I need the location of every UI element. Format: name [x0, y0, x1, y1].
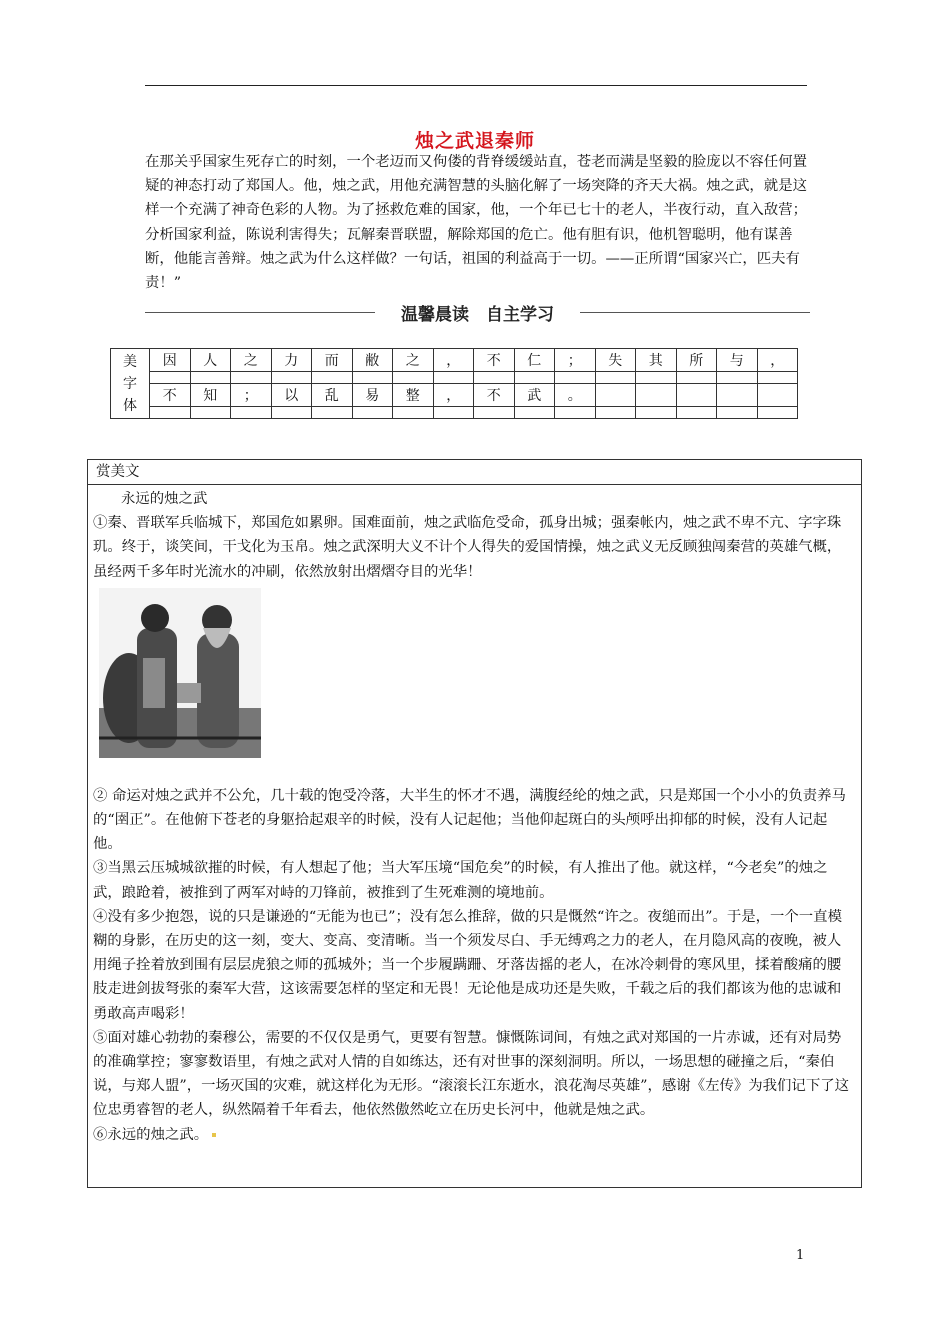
intro-passage: [145, 150, 810, 295]
practice-cell: 之: [393, 349, 434, 372]
practice-cell: 其: [636, 349, 677, 372]
paragraph-1: ①秦、晋联军兵临城下，郑国危如累卵。国难面前，烛之武临危受命，孤身出城；强秦帐内，烛之武不卑不亢、字字珠玑。终于，谈笑间，干戈化为玉帛。烛之武深明大义不计个人得失的爱国情操，烛之武义无反顾独闯秦营的英雄气概，虽经两千多年时光流水的冲刷，依然放射出熠熠夺目的光华！: [93, 515, 842, 580]
practice-cell: ；: [231, 384, 272, 407]
section-banner-label: 温馨晨读 自主学习: [401, 305, 554, 325]
appreciation-body: [88, 485, 861, 1147]
illustration-image: [99, 588, 261, 758]
appreciation-header: 赏美文: [88, 460, 861, 485]
practice-cell: 所: [676, 349, 717, 372]
practice-cell: 不: [474, 384, 515, 407]
practice-blank-cell: [150, 372, 191, 384]
practice-cell: 乱: [312, 384, 353, 407]
practice-label: 美 字 体: [111, 349, 150, 419]
practice-cell: 武: [514, 384, 555, 407]
highlight-mark: [212, 1133, 216, 1137]
appreciation-subtitle: 永远的烛之武: [121, 491, 208, 507]
practice-cell: ，: [757, 349, 798, 372]
calligraphy-practice-table: [110, 348, 798, 419]
practice-cell: 不: [150, 384, 191, 407]
practice-cell: 整: [393, 384, 434, 407]
practice-cell: 与: [717, 349, 758, 372]
practice-cell: 仁: [514, 349, 555, 372]
practice-cell: [676, 384, 717, 407]
paragraph-4: ④没有多少抱怨，说的只是谦逊的“无能为也已”；没有怎么推辞，做的只是慨然“许之。夜缒而出”。于是，一个一直模糊的身影，在历史的这一刻，变大、变高、变清晰。当一个须发尽白、手无缚鸡之力的老人，在月隐风高的夜晚，被人用绳子拴着放到围有层层虎狼之师的孤城外；当一个步履蹒跚、牙落齿摇的老人，在冰冷刺骨的寒风里，揉着酸痛的腰肢走进剑拔弩张的秦军大营，这该需要怎样的坚定和无畏！无论他是成功还是失败，千载之后的我们都该为他的忠诚和勇敢高声喝彩！: [93, 908, 842, 1022]
practice-cell: 以: [271, 384, 312, 407]
practice-cell: [757, 384, 798, 407]
paragraph-5: ⑤面对雄心勃勃的秦穆公，需要的不仅仅是勇气，更要有智慧。慷慨陈词间，有烛之武对郑国的一片赤诚，还有对局势的准确掌控；寥寥数语里，有烛之武对人情的自如练达，还有对世事的深刻洞明。所以，一场思想的碰撞之后，“秦伯说，与郑人盟”，一场灭国的灾难，就这样化为无形。“滚滚长江东逝水，浪花淘尽英雄”，感谢《左传》为我们记下了这位忠勇睿智的老人，纵然隔着千年看去，他依然傲然屹立在历史长河中，他就是烛之武。: [93, 1029, 849, 1119]
practice-cell: ；: [555, 349, 596, 372]
page-title: 烛之武退秦师: [414, 130, 535, 152]
appreciation-box: [87, 459, 862, 1188]
practice-cell: ，: [433, 384, 474, 407]
practice-cell: 之: [231, 349, 272, 372]
practice-cell: 失: [595, 349, 636, 372]
header-rule: [145, 85, 807, 86]
page-number: 1: [796, 1248, 805, 1263]
paragraph-6: ⑥永远的烛之武。: [93, 1123, 853, 1147]
practice-cell: 敝: [352, 349, 393, 372]
practice-cell: [636, 384, 677, 407]
practice-cell: 因: [150, 349, 191, 372]
intro-text: 在那关乎国家生死存亡的时刻，一个老迈而又佝偻的背脊缓缓站直，苍老而满是坚毅的脸庞以不容任何置疑的神态打动了郑国人。他，烛之武，用他充满智慧的头脑化解了一场突降的齐天大祸。烛之武，就是这样一个充满了神奇色彩的人物。为了拯救危难的国家，他，一个年已七十的老人，半夜行动，直入敌营；分析国家利益，陈说利害得失；瓦解秦晋联盟，解除郑国的危亡。他有胆有识，他机智聪明，他有谋善断，他能言善辩。烛之武为什么这样做？一句话，祖国的利益高于一切。——正所谓“国家兴亡，匹夫有责！”: [145, 154, 807, 292]
practice-cell: 人: [190, 349, 231, 372]
practice-cell: 力: [271, 349, 312, 372]
practice-cell: 而: [312, 349, 353, 372]
paragraph-2: ② 命运对烛之武并不公允，几十载的饱受冷落，大半生的怀才不遇，满腹经纶的烛之武，只是郑国一个小小的负责养马的“圉正”。在他俯下苍老的身躯拾起艰辛的时候，没有人记起他；当他仰起斑白的头颅呼出抑郁的时候，没有人记起他。: [93, 787, 846, 853]
practice-cell: [595, 384, 636, 407]
practice-cell: 不: [474, 349, 515, 372]
practice-cell: 。: [555, 384, 596, 407]
practice-cell: ，: [433, 349, 474, 372]
paragraph-3: ③当黑云压城城欲摧的时候，有人想起了他；当大军压境“国危矣”的时候，有人推出了他。就这样，“今老矣”的烛之武，踉跄着，被推到了两军对峙的刀锋前，被推到了生死难测的境地前。: [93, 860, 828, 901]
section-banner: [145, 300, 810, 324]
practice-cell: [717, 384, 758, 407]
practice-cell: 知: [190, 384, 231, 407]
practice-cell: 易: [352, 384, 393, 407]
